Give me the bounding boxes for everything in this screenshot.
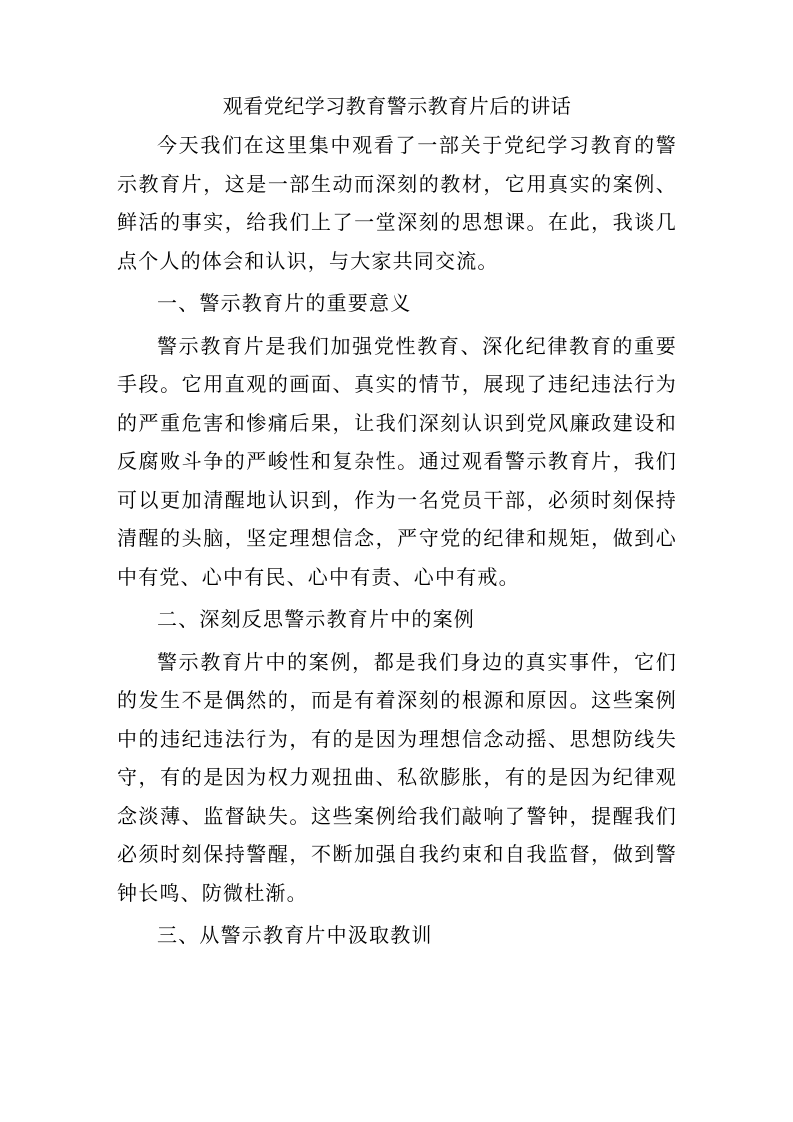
intro-paragraph: 今天我们在这里集中观看了一部关于党纪学习教育的警示教育片，这是一部生动而深刻的教材，它用真实的案例、鲜活的事实，给我们上了一堂深刻的思想课。在此，我谈几点个人的体会和认识，与大家共同交流。 — [117, 133, 677, 273]
section-1-paragraph: 警示教育片是我们加强党性教育、深化纪律教育的重要手段。它用直观的画面、真实的情节，展现了违纪违法行为的严重危害和惨痛后果，让我们深刻认识到党风廉政建设和反腐败斗争的严峻性和复杂性。通过观看警示教育片，我们可以更加清醒地认识到，作为一名党员干部，必须时刻保持清醒的头脑，坚定理想信念，严守党的纪律和规矩，做到心中有党、心中有民、心中有责、心中有戒。 — [117, 333, 677, 589]
section-2-heading: 二、深刻反思警示教育片中的案例 — [157, 607, 475, 631]
document-body — [117, 92, 677, 959]
section-2-paragraph: 警示教育片中的案例，都是我们身边的真实事件，它们的发生不是偶然的，而是有着深刻的根源和原因。这些案例中的违纪违法行为，有的是因为理想信念动摇、思想防线失守，有的是因为权力观扭曲、私欲膨胀，有的是因为纪律观念淡薄、监督缺失。这些案例给我们敲响了警钟，提醒我们必须时刻保持警醒，不断加强自我约束和自我监督，做到警钟长鸣、防微杜渐。 — [117, 649, 677, 905]
section-1-heading: 一、警示教育片的重要意义 — [157, 291, 412, 315]
section-3-heading: 三、从警示教育片中汲取教训 — [157, 923, 433, 947]
document-title: 观看党纪学习教育警示教育片后的讲话 — [222, 94, 572, 118]
